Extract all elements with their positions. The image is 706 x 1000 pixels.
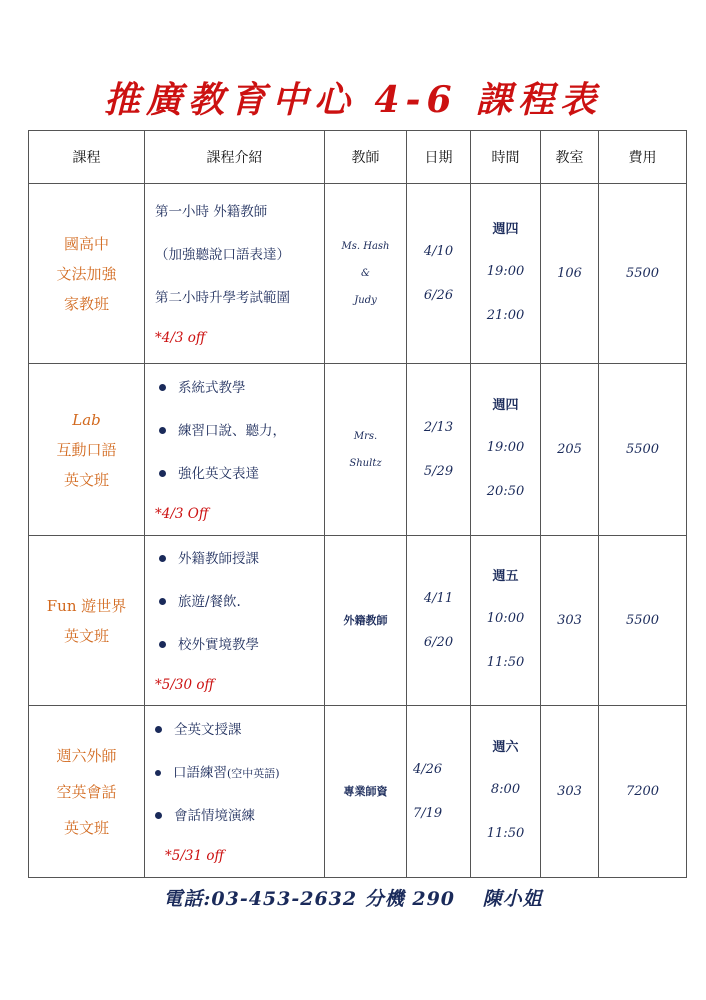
header-teacher: 教師: [325, 131, 407, 184]
fee: 5500: [599, 364, 687, 536]
teacher: [325, 536, 407, 706]
start-date: 4/11: [423, 590, 454, 606]
page-title: 推廣教育中心 4-6 課程表: [103, 79, 603, 121]
bullet-item: [155, 624, 324, 667]
bullet-item: [155, 410, 324, 453]
bullet-text: 旅遊/餐飲.: [178, 594, 241, 610]
bullet-text: 口語練習: [173, 765, 227, 781]
bullet-icon: [159, 641, 166, 648]
end-date: 7/19: [413, 805, 443, 821]
bullet-item: [155, 538, 324, 581]
bullet-text: 會話情境演練: [174, 808, 255, 824]
table-row: [29, 706, 687, 878]
table-row: [29, 364, 687, 536]
bullet-text-small: (空中英語): [227, 767, 280, 780]
course-line: 互動口語: [56, 440, 117, 459]
end-time: 21:00: [486, 307, 525, 323]
header-time: 時間: [471, 131, 541, 184]
bullet-icon: [159, 427, 166, 434]
contact-footer: 電話:03-453-2632 分機 290 陳小姐: [163, 888, 543, 910]
course-name: [29, 184, 145, 364]
teacher-line: 外籍教師: [343, 614, 388, 627]
start-time: 19:00: [486, 439, 525, 455]
bullet-text: 外籍教師授課: [178, 551, 259, 567]
course-line: Fun 遊世界: [46, 596, 127, 615]
table-header-row: [29, 131, 687, 184]
off-date-note: *5/31 off: [165, 848, 225, 864]
end-date: 5/29: [423, 463, 454, 479]
fee: 7200: [599, 706, 687, 878]
time-slot: [471, 184, 541, 364]
bullet-item: [151, 795, 324, 838]
end-date: 6/26: [423, 287, 454, 303]
off-date-note: *4/3 off: [155, 330, 206, 346]
course-line: 英文班: [63, 470, 109, 489]
bullet-icon: [159, 384, 166, 391]
fee: 5500: [599, 536, 687, 706]
header-course: 課程: [29, 131, 145, 184]
fee: 5500: [599, 184, 687, 364]
teacher-line: 專業師資: [343, 785, 388, 798]
date-range: [407, 706, 471, 878]
bullet-item: [155, 453, 324, 496]
header-intro: 課程介紹: [145, 131, 325, 184]
bullet-text: 全英文授課: [174, 722, 242, 738]
classroom: 205: [541, 364, 599, 536]
course-name: [29, 536, 145, 706]
date-range: [407, 184, 471, 364]
course-intro: [145, 184, 325, 364]
weekday: 週四: [492, 397, 519, 413]
course-line: 文法加強: [56, 264, 117, 283]
course-name: [29, 706, 145, 878]
bullet-icon: [159, 470, 166, 477]
schedule-table: [28, 130, 687, 878]
bullet-text: 校外實境教學: [178, 637, 259, 653]
course-line: 家教班: [63, 294, 109, 313]
course-intro: [145, 364, 325, 536]
start-time: 8:00: [490, 781, 521, 797]
intro-line: 第二小時升學考試範圍: [155, 290, 290, 306]
bullet-icon: [159, 598, 166, 605]
intro-line: （加強聽說口語表達）: [155, 247, 290, 263]
teacher-line: Shultz: [349, 457, 382, 469]
course-line: Lab: [72, 410, 101, 429]
weekday: 週五: [492, 568, 519, 584]
bullet-icon: [155, 770, 161, 776]
header-date: 日期: [407, 131, 471, 184]
course-line: 國高中: [63, 234, 109, 253]
date-range: [407, 536, 471, 706]
bullet-text: 練習口說、聽力，: [178, 423, 286, 439]
time-slot: [471, 536, 541, 706]
end-date: 6/20: [423, 634, 454, 650]
bullet-text: 強化英文表達: [178, 466, 259, 482]
teacher: [325, 706, 407, 878]
classroom: 303: [541, 536, 599, 706]
intro-line: 第一小時 外籍教師: [155, 204, 268, 220]
end-time: 20:50: [486, 483, 525, 499]
bullet-icon: [155, 812, 162, 819]
header-room: 教室: [541, 131, 599, 184]
course-line: 英文班: [63, 626, 109, 645]
bullet-icon: [159, 555, 166, 562]
weekday: 週四: [492, 221, 519, 237]
time-slot: [471, 706, 541, 878]
course-name: [29, 364, 145, 536]
end-time: 11:50: [486, 654, 525, 670]
teacher: [325, 364, 407, 536]
weekday: 週六: [492, 739, 519, 755]
course-line: 週六外師: [56, 746, 117, 765]
time-slot: [471, 364, 541, 536]
teacher-line: Ms. Hash: [341, 241, 390, 252]
start-date: 4/10: [423, 243, 454, 259]
bullet-item: [155, 367, 324, 410]
off-date-note: *5/30 off: [155, 677, 215, 693]
course-intro: [145, 706, 325, 878]
table-row: [29, 184, 687, 364]
classroom: 106: [541, 184, 599, 364]
teacher-line: Mrs.: [353, 430, 378, 442]
table-row: [29, 536, 687, 706]
teacher-line: &: [361, 268, 370, 279]
course-intro: [145, 536, 325, 706]
classroom: 303: [541, 706, 599, 878]
start-date: 2/13: [423, 419, 454, 435]
bullet-item: [151, 752, 324, 795]
course-line: 空英會話: [56, 782, 117, 801]
start-date: 4/26: [413, 761, 443, 777]
start-time: 19:00: [486, 263, 525, 279]
bullet-icon: [155, 726, 162, 733]
teacher-line: Judy: [354, 295, 377, 306]
end-time: 11:50: [486, 825, 525, 841]
off-date-note: *4/3 Off: [155, 506, 209, 522]
teacher: [325, 184, 407, 364]
date-range: [407, 364, 471, 536]
bullet-text: 系統式教學: [178, 380, 246, 396]
bullet-item: [151, 709, 324, 752]
start-time: 10:00: [486, 610, 525, 626]
header-fee: 費用: [599, 131, 687, 184]
course-line: 英文班: [63, 818, 109, 837]
bullet-item: [155, 581, 324, 624]
